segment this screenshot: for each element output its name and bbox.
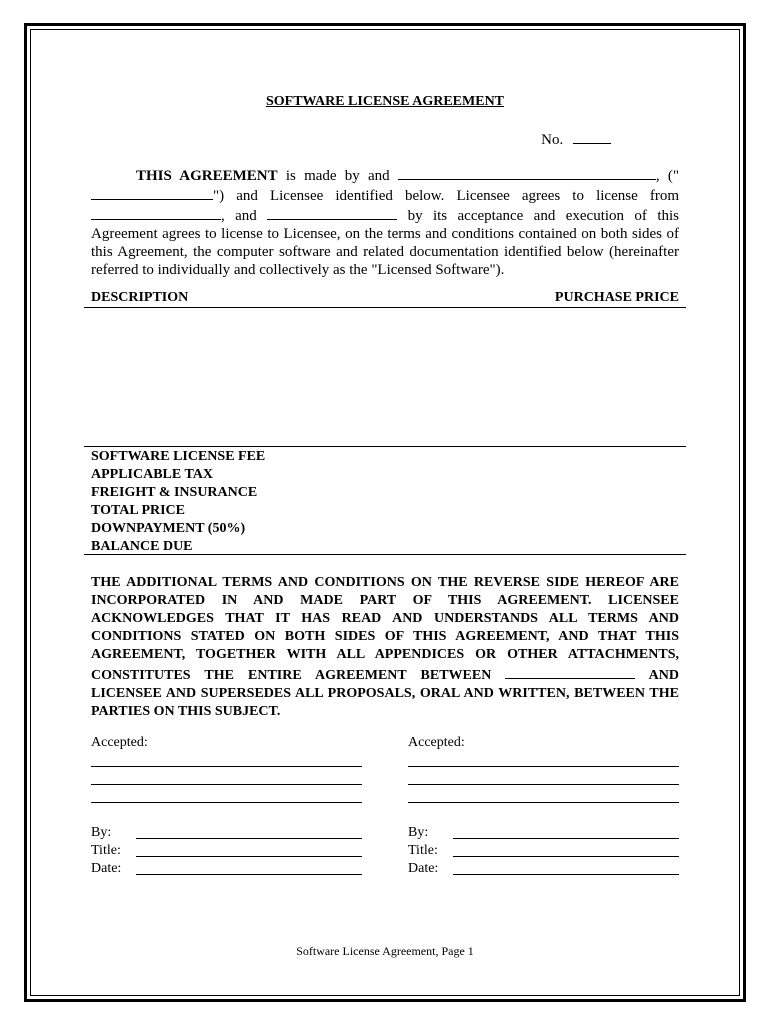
left-title-line[interactable] bbox=[136, 856, 362, 857]
licensor-short-name-blank[interactable] bbox=[91, 185, 213, 200]
fee-item: DOWNPAYMENT (50%) bbox=[91, 521, 246, 536]
terms-text-2: AND LICENSEE AND SUPERSEDES ALL PROPOSALS, ORAL AND WRITTEN, BETWEEN THE PARTIES ON THIS SUBJECT. bbox=[91, 668, 679, 719]
description-area-bottom-rule bbox=[84, 446, 686, 447]
party-name-blank[interactable] bbox=[505, 664, 635, 679]
intro-text-3: ") and Licensee identified below. Licensee agrees to license from bbox=[213, 188, 679, 204]
right-date-line[interactable] bbox=[453, 874, 679, 875]
left-signature-line-3[interactable] bbox=[91, 802, 362, 803]
right-signature-line-2[interactable] bbox=[408, 784, 679, 785]
intro-text-5: by its acceptance and execution of this Agreement agrees to license to Licensee, on the terms and conditions contained on both sides of this Agreement, the computer software and related documentation identified below (hereinafter referred to individually and collectively as the "Licensed Software"). bbox=[91, 208, 679, 278]
right-signature-line-3[interactable] bbox=[408, 802, 679, 803]
terms-text-1: THE ADDITIONAL TERMS AND CONDITIONS ON THE REVERSE SIDE HEREOF ARE INCORPORATED IN AND MADE PART OF THIS AGREEMENT. LICENSEE ACKNOWLEDGES THAT IT HAS READ AND UNDERSTANDS ALL TERMS AND CONDITIONS STATED ON BOTH SIDES OF THIS AGREEMENT, AND THAT THIS AGREEMENT, TOGETHER WITH ALL APPENDICES OR OTHER ATTACHMENTS, CONSTITUTES THE ENTIRE AGREEMENT BETWEEN bbox=[91, 575, 679, 683]
left-signature-line-2[interactable] bbox=[91, 784, 362, 785]
intro-paragraph bbox=[91, 165, 679, 279]
agreement-number bbox=[541, 129, 611, 149]
intro-text-2: , (" bbox=[655, 168, 680, 184]
left-title-label: Title: bbox=[91, 843, 121, 858]
left-date-label: Date: bbox=[91, 861, 122, 876]
terms-paragraph bbox=[91, 574, 679, 721]
left-by-line[interactable] bbox=[136, 838, 362, 839]
page-footer: Software License Agreement, Page 1 bbox=[296, 944, 474, 958]
right-signature-line-1[interactable] bbox=[408, 766, 679, 767]
left-by-label: By: bbox=[91, 825, 112, 840]
right-by-line[interactable] bbox=[453, 838, 679, 839]
licensor-from-blank[interactable] bbox=[91, 205, 221, 220]
document-title: SOFTWARE LICENSE AGREEMENT bbox=[265, 94, 505, 109]
fee-item: SOFTWARE LICENSE FEE bbox=[91, 449, 266, 464]
left-date-line[interactable] bbox=[136, 874, 362, 875]
right-title-label: Title: bbox=[408, 843, 438, 858]
fee-item: FREIGHT & INSURANCE bbox=[91, 485, 258, 500]
licensor-and-blank[interactable] bbox=[267, 205, 397, 220]
intro-text-4: , and bbox=[221, 208, 268, 224]
description-table-header bbox=[84, 290, 686, 308]
fee-list bbox=[91, 448, 265, 556]
fee-item: TOTAL PRICE bbox=[91, 503, 186, 518]
description-header: DESCRIPTION bbox=[91, 290, 189, 305]
left-signature-line-1[interactable] bbox=[91, 766, 362, 767]
intro-text-1: is made by and bbox=[277, 168, 398, 184]
fee-item: BALANCE DUE bbox=[91, 539, 193, 554]
purchase-price-header: PURCHASE PRICE bbox=[554, 290, 679, 305]
number-blank[interactable] bbox=[573, 129, 611, 144]
fee-list-bottom-rule bbox=[84, 554, 686, 555]
intro-lead: THIS AGREEMENT bbox=[136, 168, 278, 184]
right-date-label: Date: bbox=[408, 861, 439, 876]
fee-item: APPLICABLE TAX bbox=[91, 467, 214, 482]
licensor-name-blank[interactable] bbox=[398, 165, 656, 180]
right-by-label: By: bbox=[408, 825, 429, 840]
number-label: No. bbox=[541, 132, 564, 148]
left-accepted-label: Accepted: bbox=[91, 735, 148, 750]
right-accepted-label: Accepted: bbox=[408, 735, 465, 750]
right-title-line[interactable] bbox=[453, 856, 679, 857]
